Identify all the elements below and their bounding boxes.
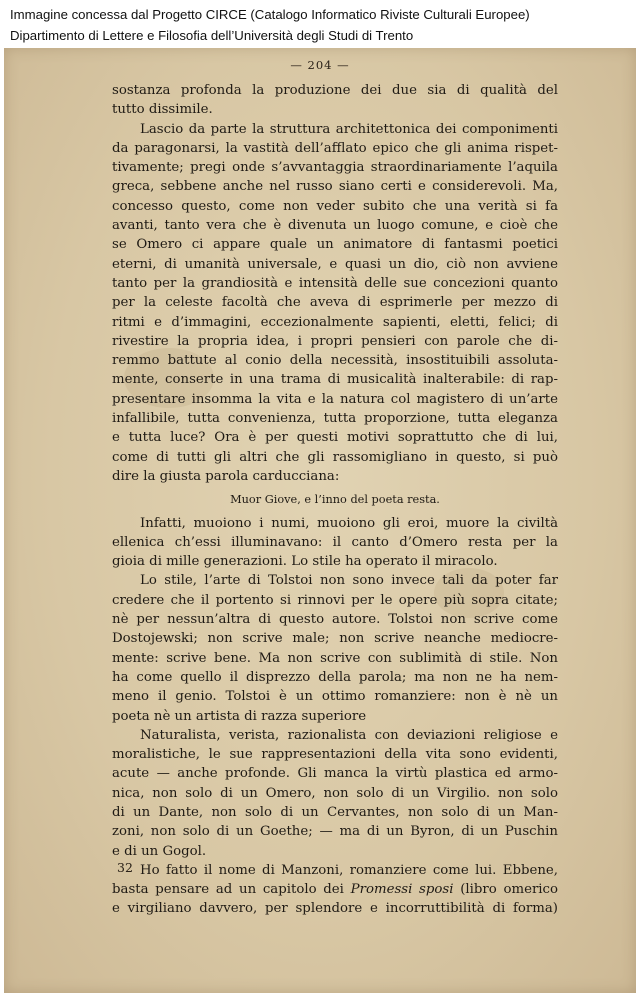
text-line: tanto per la grandiosità e intensità delle sue concezioni quanto	[112, 275, 558, 291]
text-line: greca, sebbene anche nel russo siano certi e considerevoli. Ma,	[112, 179, 558, 195]
text-line: nica, non solo di un Omero, non solo di un Virgilio. non solo	[112, 785, 558, 801]
text-line: e virgiliano davvero, per splendore e incorruttibilità di forma)	[112, 901, 558, 917]
body-text	[112, 81, 558, 919]
signature-number: 32	[117, 860, 133, 875]
text-line: sostanza profonda la produzione dei due sia di qualità del	[112, 83, 558, 98]
text-line: ellenica ch’essi illuminavano: il canto d’Omero resta per la	[112, 534, 558, 550]
text-line: tivamente; pregi onde s’avvantaggia straordinariamente l’aquila	[112, 160, 558, 176]
text-line: Infatti, muoiono i numi, muoiono gli eroi, muore la civiltà	[140, 515, 558, 531]
text-line: tutto dissimile.	[112, 102, 213, 118]
scanned-page	[4, 48, 636, 993]
text-line: Dostojewski; non scrive male; non scrive neanche mediocre-	[112, 631, 558, 647]
text-line: remmo battute al conio della necessità, insostituibili assoluta-	[112, 353, 558, 369]
attribution-line-1: Immagine concessa dal Progetto CIRCE (Catalogo Informatico Riviste Culturali Europee)	[10, 7, 530, 22]
text-line: gioia di mille generazioni. Lo stile ha operato il miracolo.	[112, 554, 498, 570]
text-line: per la celeste facoltà che aveva di esprimerle per mezzo di	[112, 295, 558, 311]
text-segment: basta pensare ad un capitolo dei	[112, 882, 344, 898]
text-line: zoni, non solo di un Goethe; — ma di un Byron, di un Puschin	[112, 824, 558, 840]
text-line: concesso questo, come non veder subito che una verità si fa	[112, 198, 558, 214]
text-line: da paragonarsi, la vastità dell’afflato epico che gli anima rispet-	[112, 140, 558, 156]
text-line: eterni, di umanità universale, e quasi un dio, ciò non avviene	[112, 256, 558, 272]
text-line: Naturalista, verista, razionalista con deviazioni religiose e	[140, 727, 558, 743]
page-number-top: — 204 —	[290, 58, 350, 72]
text-line: ha come quello il disprezzo della parola; ma non ne ha nem-	[112, 669, 558, 685]
text-line: dire la giusta parola carducciana:	[112, 468, 340, 484]
text-line: moralistiche, le sue rappresentazioni della vita sono evidenti,	[112, 747, 558, 763]
text-line: se Omero ci appare quale un animatore di fantasmi poetici	[112, 237, 558, 253]
text-line: avanti, tanto vera che è divenuta un luogo comune, e cioè che	[112, 218, 558, 234]
text-line: mente: scrive bene. Ma non scrive con sublimità di stile. Non	[112, 650, 558, 666]
text-line: poeta nè un artista di razza superiore	[112, 708, 367, 724]
text-line: rivestire la propria idea, i propri pensieri con parole che di-	[112, 333, 558, 349]
text-line: meno il genio. Tolstoi è un ottimo romanziere: non è nè un	[112, 689, 558, 705]
attribution-banner	[0, 0, 640, 48]
text-line: mente, conserte in una trama di musicalità inalterabile: di rap-	[112, 372, 558, 388]
text-line: come di tutti gli altri che gli rassomigliano in questo, si può	[112, 449, 558, 465]
text-line: presentare insomma la vita e la natura col magistero di un’arte	[112, 391, 558, 407]
text-line: nè per nessun’altra di questo autore. Tolstoi non scrive come	[112, 612, 558, 628]
italic-title: Promessi sposi	[350, 882, 454, 898]
text-segment: (libro omerico	[460, 882, 559, 898]
text-line	[112, 880, 558, 899]
text-line: Lascio da parte la struttura architettonica dei componimenti	[140, 121, 558, 137]
text-line: e tutta luce? Ora è per questi motivi soprattutto che di lui,	[112, 430, 558, 446]
text-line: di un Dante, non solo di un Cervantes, non solo di un Man-	[112, 804, 558, 820]
text-line: infallibile, tutta convenienza, tutta proporzione, tutta eleganza	[112, 411, 558, 427]
text-line: Ho fatto il nome di Manzoni, romanziere come lui. Ebbene,	[140, 862, 558, 878]
text-line: e di un Gogol.	[112, 843, 207, 859]
text-line: acute — anche profonde. Gli manca la virtù plastica ed armo-	[112, 766, 558, 782]
text-line: Lo stile, l’arte di Tolstoi non sono invece tali da poter far	[140, 573, 558, 589]
text-line: ritmi e d’immagini, eccezionalmente sapienti, eletti, felici; di	[112, 314, 558, 330]
attribution-line-2: Dipartimento di Lettere e Filosofia dell’Università degli Studi di Trento	[10, 28, 414, 43]
carducci-quote: Muor Giove, e l’inno del poeta resta.	[230, 493, 440, 507]
text-line: credere che il portento si rinnovi per le opere più sopra citate;	[112, 592, 558, 608]
